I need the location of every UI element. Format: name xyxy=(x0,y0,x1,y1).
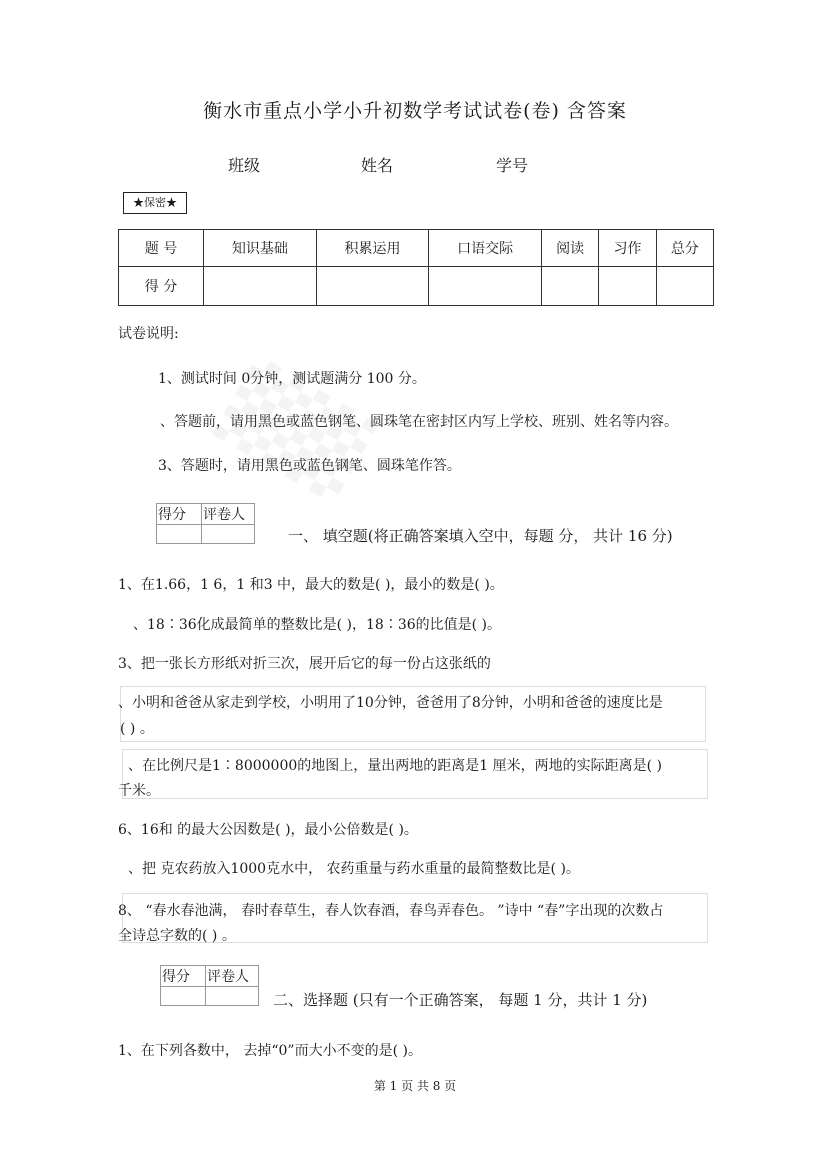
score-table xyxy=(118,229,714,306)
question: 、18∶36化成最简单的整数比是( )，18∶36的比值是( )。 xyxy=(133,617,502,633)
question: 、小明和爸爸从家走到学校，小明用了10分钟，爸爸用了8分钟，小明和爸爸的速度比是 xyxy=(118,695,663,711)
page-title: 衡水市重点小学小升初数学考试试卷(卷) 含答案 xyxy=(203,100,627,122)
grader-cell xyxy=(161,987,206,1006)
note-item: 3、答题时，请用黑色或蓝色钢笔、圆珠笔作答。 xyxy=(158,458,461,474)
question: 、在比例尺是1∶8000000的地图上，量出两地的距离是1 厘米，两地的实际距离是( ) xyxy=(128,758,662,774)
score-table-header: 知识基础 xyxy=(204,230,317,267)
score-table-row2-label: 得 分 xyxy=(119,267,204,306)
score-cell xyxy=(599,267,656,306)
score-table-row1-label: 题 号 xyxy=(119,230,204,267)
note-item: 、答题前，请用黑色或蓝色钢笔、圆珠笔在密封区内写上学校、班别、姓名等内容。 xyxy=(160,414,678,430)
class-label: 班级 xyxy=(228,156,261,175)
score-cell xyxy=(316,267,429,306)
question: 、把 克农药放入1000克水中， 农药重量与药水重量的最简整数比是( )。 xyxy=(128,861,580,877)
question: 千米。 xyxy=(118,783,160,799)
secret-badge: ★保密★ xyxy=(123,192,187,214)
note-item: 1、测试时间 0分钟，测试题满分 100 分。 xyxy=(158,371,426,387)
question: 3、把一张长方形纸对折三次，展开后它的每一份占这张纸的 xyxy=(118,656,491,672)
question: 8、 “春水春池满， 春时春草生，春人饮春酒，春鸟弄春色。 ”诗中 “春”字出现的次数占 xyxy=(118,903,664,919)
name-label: 姓名 xyxy=(361,156,394,175)
score-table-header: 阅读 xyxy=(542,230,599,267)
student-id-label: 学号 xyxy=(496,156,529,175)
grader-score-label: 得分 xyxy=(157,504,202,525)
notes-title: 试卷说明: xyxy=(118,326,179,342)
grader-box xyxy=(160,965,259,1006)
question: ( ) 。 xyxy=(120,721,154,737)
question: 全诗总字数的( ) 。 xyxy=(118,928,236,944)
grader-score-label: 得分 xyxy=(161,966,206,987)
section2-heading: 二、选择题 (只有一个正确答案， 每题 1 分，共计 1 分) xyxy=(273,991,648,1009)
question: 1、在1.66，1 6，1 和3 中，最大的数是( )，最小的数是( )。 xyxy=(118,577,504,593)
grader-reviewer-label: 评卷人 xyxy=(206,966,259,987)
grader-cell xyxy=(157,525,202,544)
grader-reviewer-label: 评卷人 xyxy=(202,504,255,525)
score-table-header: 口语交际 xyxy=(429,230,542,267)
score-cell xyxy=(542,267,599,306)
score-table-header: 习作 xyxy=(599,230,656,267)
page-footer: 第 1 页 共 8 页 xyxy=(373,1079,457,1093)
question: 1、在下列各数中， 去掉“0”而大小不变的是( )。 xyxy=(118,1043,422,1059)
grader-box xyxy=(156,503,255,544)
score-table-header: 积累运用 xyxy=(316,230,429,267)
grader-cell xyxy=(206,987,259,1006)
section1-heading: 一、 填空题(将正确答案填入空中，每题 分， 共计 16 分) xyxy=(288,527,673,545)
score-cell xyxy=(656,267,713,306)
grader-cell xyxy=(202,525,255,544)
score-table-header: 总分 xyxy=(656,230,713,267)
question: 6、16和 的最大公因数是( )，最小公倍数是( )。 xyxy=(118,822,418,838)
score-cell xyxy=(429,267,542,306)
score-cell xyxy=(204,267,317,306)
